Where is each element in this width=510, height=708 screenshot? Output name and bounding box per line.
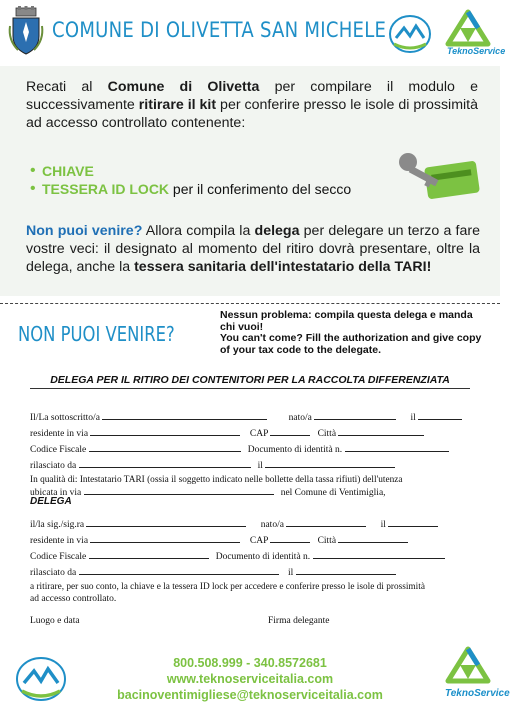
list-item: • CHIAVE (30, 162, 351, 180)
form-row-delegate-issuer: rilasciato da il (30, 566, 396, 578)
phone-numbers: 800.508.999 - 340.8572681 (173, 656, 327, 670)
delegate-issue-date-field[interactable] (296, 566, 396, 575)
cut-line-divider (0, 303, 500, 304)
ambiente-logo-icon (388, 14, 432, 54)
name-field[interactable] (102, 411, 267, 420)
teknoservice-logo-text: TeknoService (447, 46, 506, 56)
birthdate-field[interactable] (418, 411, 462, 420)
form-row-qualita: In qualità di: Intestatario TARI (ossia il soggetto indicato nelle bollette della tassa rifiuti) dell'utenza (30, 475, 403, 485)
email-link[interactable]: bacinoventimigliese@teknoserviceitalia.com (117, 688, 383, 702)
teknoservice-logo-text: TeknoService (445, 688, 510, 699)
cap-field[interactable] (270, 427, 310, 436)
delegate-birthdate-field[interactable] (388, 518, 438, 527)
website-link[interactable]: www.teknoserviceitalia.com (166, 672, 334, 686)
tax-code-field[interactable] (89, 443, 241, 452)
signature-label: Firma delegante (268, 616, 330, 626)
delegate-city-field[interactable] (338, 534, 408, 543)
place-date-label: Luogo e data (30, 616, 80, 626)
utility-address-field[interactable] (84, 486, 274, 495)
document-field[interactable] (345, 443, 449, 452)
kit-list (30, 162, 351, 198)
intro-paragraph: Recati al Comune di Olivetta per compilare il modulo e successivamente ritirare il kit per conferire presso le isole di prossimità ad accesso controllato contenente: (26, 79, 479, 131)
form-row-issuer: rilasciato da il (30, 459, 395, 471)
divider (30, 388, 470, 389)
form-row-delegate-name: il/la sig./sig.ra nato/a il (30, 518, 438, 530)
page-title: COMUNE DI OLIVETTA SAN MICHELE (52, 18, 387, 42)
delegate-cap-field[interactable] (270, 534, 310, 543)
delegate-address-field[interactable] (90, 534, 240, 543)
delegate-name-field[interactable] (86, 518, 246, 527)
delegate-tax-code-field[interactable] (89, 550, 209, 559)
form-row-authorization-end: ad accesso controllato. (30, 594, 117, 604)
section-title: NON PUOI VENIRE? (18, 322, 175, 346)
birthplace-field[interactable] (314, 411, 396, 420)
delega-label: DELEGA (30, 496, 72, 507)
delegate-document-field[interactable] (313, 550, 445, 559)
form-row-delegator-name: Il/La sottoscritto/a nato/a il (30, 411, 462, 423)
city-field[interactable] (338, 427, 424, 436)
delegate-birthplace-field[interactable] (286, 518, 366, 527)
form-row-delegate-id: Codice Fiscale Documento di identità n. (30, 550, 445, 562)
ambiente-logo-icon (14, 655, 68, 703)
form-row-delegate-address: residente in via CAP Città (30, 534, 408, 546)
delegate-issuer-field[interactable] (79, 566, 279, 575)
section-note: Nessun problema: compila questa delega e manda chi vuoi! You can't come? Fill the authorization and give copy of your tax code to the delegate. (220, 309, 482, 356)
list-item: • TESSERA ID LOCK per il conferimento del secco (30, 180, 351, 198)
delegation-paragraph: Non puoi venire? Allora compila la delega per delegare un terzo a fare vostre veci: il designato al momento del ritiro dovrà presentare, oltre la delega, anche la tessera sanitaria dell'intestatario della TARI! (26, 223, 480, 275)
key-and-card-icon (392, 150, 482, 206)
issue-date-field[interactable] (265, 459, 395, 468)
header (0, 0, 506, 66)
form-row-authorization: a ritirare, per suo conto, la chiave e la tessera ID lock per accedere e conferire presso le isole di prossimità (30, 582, 425, 592)
form-heading: DELEGA PER IL RITIRO DEI CONTENITORI PER LA RACCOLTA DIFFERENZIATA (50, 374, 450, 386)
issuer-field[interactable] (79, 459, 251, 468)
coat-of-arms-icon (8, 6, 44, 56)
form-row-address: residente in via CAP Città (30, 427, 424, 439)
form-row-id: Codice Fiscale Documento di identità n. (30, 443, 449, 455)
address-field[interactable] (90, 427, 240, 436)
form-row-location: ubicata in via nel Comune di Ventimiglia, (30, 488, 386, 498)
